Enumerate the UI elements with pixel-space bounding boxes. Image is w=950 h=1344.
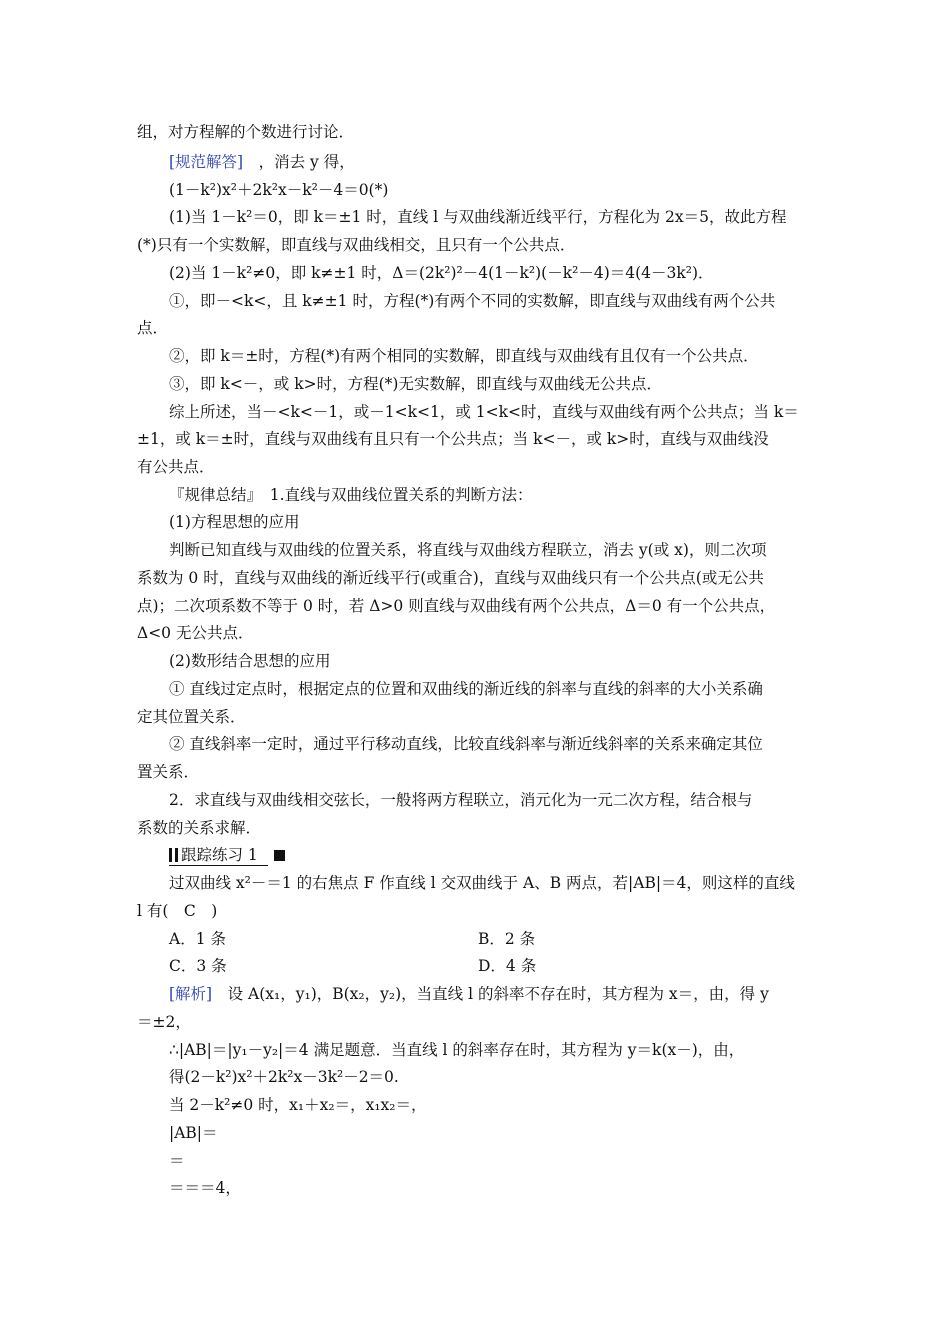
text-line: ＝±2， — [137, 1013, 191, 1031]
text-line: 综上所述，当－<k<－1，或－1<k<1，或 1<k<时，直线与双曲线有两个公共点；当 k＝ — [169, 403, 799, 421]
text-line — [169, 152, 355, 172]
text-line: 定其位置关系． — [137, 708, 246, 726]
question-line: 过双曲线 x²－＝1 的右焦点 F 作直线 l 交双曲线于 A、B 两点，若|AB|＝4，则这样的直线 — [169, 874, 795, 892]
equation-line: ＝ — [169, 1152, 185, 1170]
equation-line: (1－k²)x²＋2k²x－k²－4＝0(*) — [169, 181, 389, 199]
question-line: l 有( C ) — [137, 902, 218, 920]
text-line: 判断已知直线与双曲线的位置关系，将直线与双曲线方程联立，消去 y(或 x)，则二次项 — [169, 541, 767, 559]
practice-title: 跟踪练习 1 — [181, 846, 258, 864]
text-line: ②，即 k＝±时，方程(*)有两个相同的实数解，即直线与双曲线有且仅有一个公共点． — [169, 347, 759, 365]
analysis-tag: [解析] — [169, 985, 213, 1003]
practice-heading-underline — [169, 845, 268, 866]
text-line: ① 直线过定点时，根据定点的位置和双曲线的渐近线的斜率与直线的斜率的大小关系确 — [169, 680, 763, 698]
option-b: B．2 条 — [478, 930, 536, 948]
option-c: C．3 条 — [169, 957, 227, 975]
text-fragment: ，消去 y 得， — [243, 153, 355, 171]
bar-icon — [175, 848, 178, 862]
equation-line: |AB|＝ — [169, 1124, 218, 1142]
bar-icon — [169, 848, 172, 862]
equation-line: 当 2－k²≠0 时，x₁＋x₂＝，x₁x₂＝， — [169, 1096, 427, 1114]
practice-heading — [169, 845, 285, 866]
text-line — [169, 984, 769, 1004]
text-line: 有公共点． — [137, 458, 215, 476]
text-line: (2)数形结合思想的应用 — [169, 652, 331, 670]
text-fragment: 设 A(x₁，y₁)，B(x₂，y₂)，当直线 l 的斜率不存在时，其方程为 x＝，由，得 y — [212, 985, 769, 1003]
equation-line: 得(2－k²)x²＋2k²x－3k²－2＝0. — [169, 1068, 399, 1086]
equation-line: ＝＝＝4， — [169, 1179, 241, 1197]
text-line: (1)方程思想的应用 — [169, 513, 300, 531]
text-line: ② 直线斜率一定时，通过平行移动直线，比较直线斜率与渐近线斜率的关系来确定其位 — [169, 735, 763, 753]
text-line: 点． — [137, 319, 169, 337]
text-line: ∴|AB|＝|y₁－y₂|＝4 满足题意．当直线 l 的斜率存在时，其方程为 y＝k(x－)，由， — [169, 1041, 745, 1059]
text-line: (1)当 1－k²＝0，即 k＝±1 时，直线 l 与双曲线渐近线平行，方程化为 2x＝5，故此方程 — [169, 208, 787, 226]
text-line: ③，即 k<－，或 k>时，方程(*)无实数解，即直线与双曲线无公共点． — [169, 375, 662, 393]
text-line: ①，即－<k<，且 k≠±1 时，方程(*)有两个不同的实数解，即直线与双曲线有两个公共 — [169, 292, 776, 310]
option-a: A．1 条 — [169, 930, 226, 948]
summary-heading: 『规律总结』 1.直线与双曲线位置关系的判断方法： — [169, 486, 533, 504]
text-line: 组，对方程解的个数进行讨论． — [137, 123, 355, 141]
text-line: 2．求直线与双曲线相交弦长，一般将两方程联立，消元化为一元二次方程，结合根与 — [169, 791, 753, 809]
text-line: (*)只有一个实数解，即直线与双曲线相交，且只有一个公共点． — [137, 236, 576, 254]
text-line: 点)；二次项系数不等于 0 时，若 Δ>0 则直线与双曲线有两个公共点，Δ＝0 有一个公共点， — [137, 597, 776, 615]
text-line: ±1，或 k＝±时，直线与双曲线有且只有一个公共点；当 k<－，或 k>时，直线与双曲线没 — [137, 430, 769, 448]
square-icon — [274, 850, 285, 861]
option-d: D．4 条 — [478, 957, 537, 975]
text-line: 置关系． — [137, 763, 200, 781]
text-line: 系数为 0 时，直线与双曲线的渐近线平行(或重合)，直线与双曲线只有一个公共点(或无公共 — [137, 569, 764, 587]
text-line: Δ<0 无公共点． — [137, 624, 254, 642]
text-line: (2)当 1－k²≠0，即 k≠±1 时，Δ＝(2k²)²－4(1－k²)(－k²－4)＝4(4－3k²)． — [169, 264, 714, 282]
text-line: 系数的关系求解． — [137, 819, 262, 837]
solution-tag: [规范解答] — [169, 153, 244, 171]
